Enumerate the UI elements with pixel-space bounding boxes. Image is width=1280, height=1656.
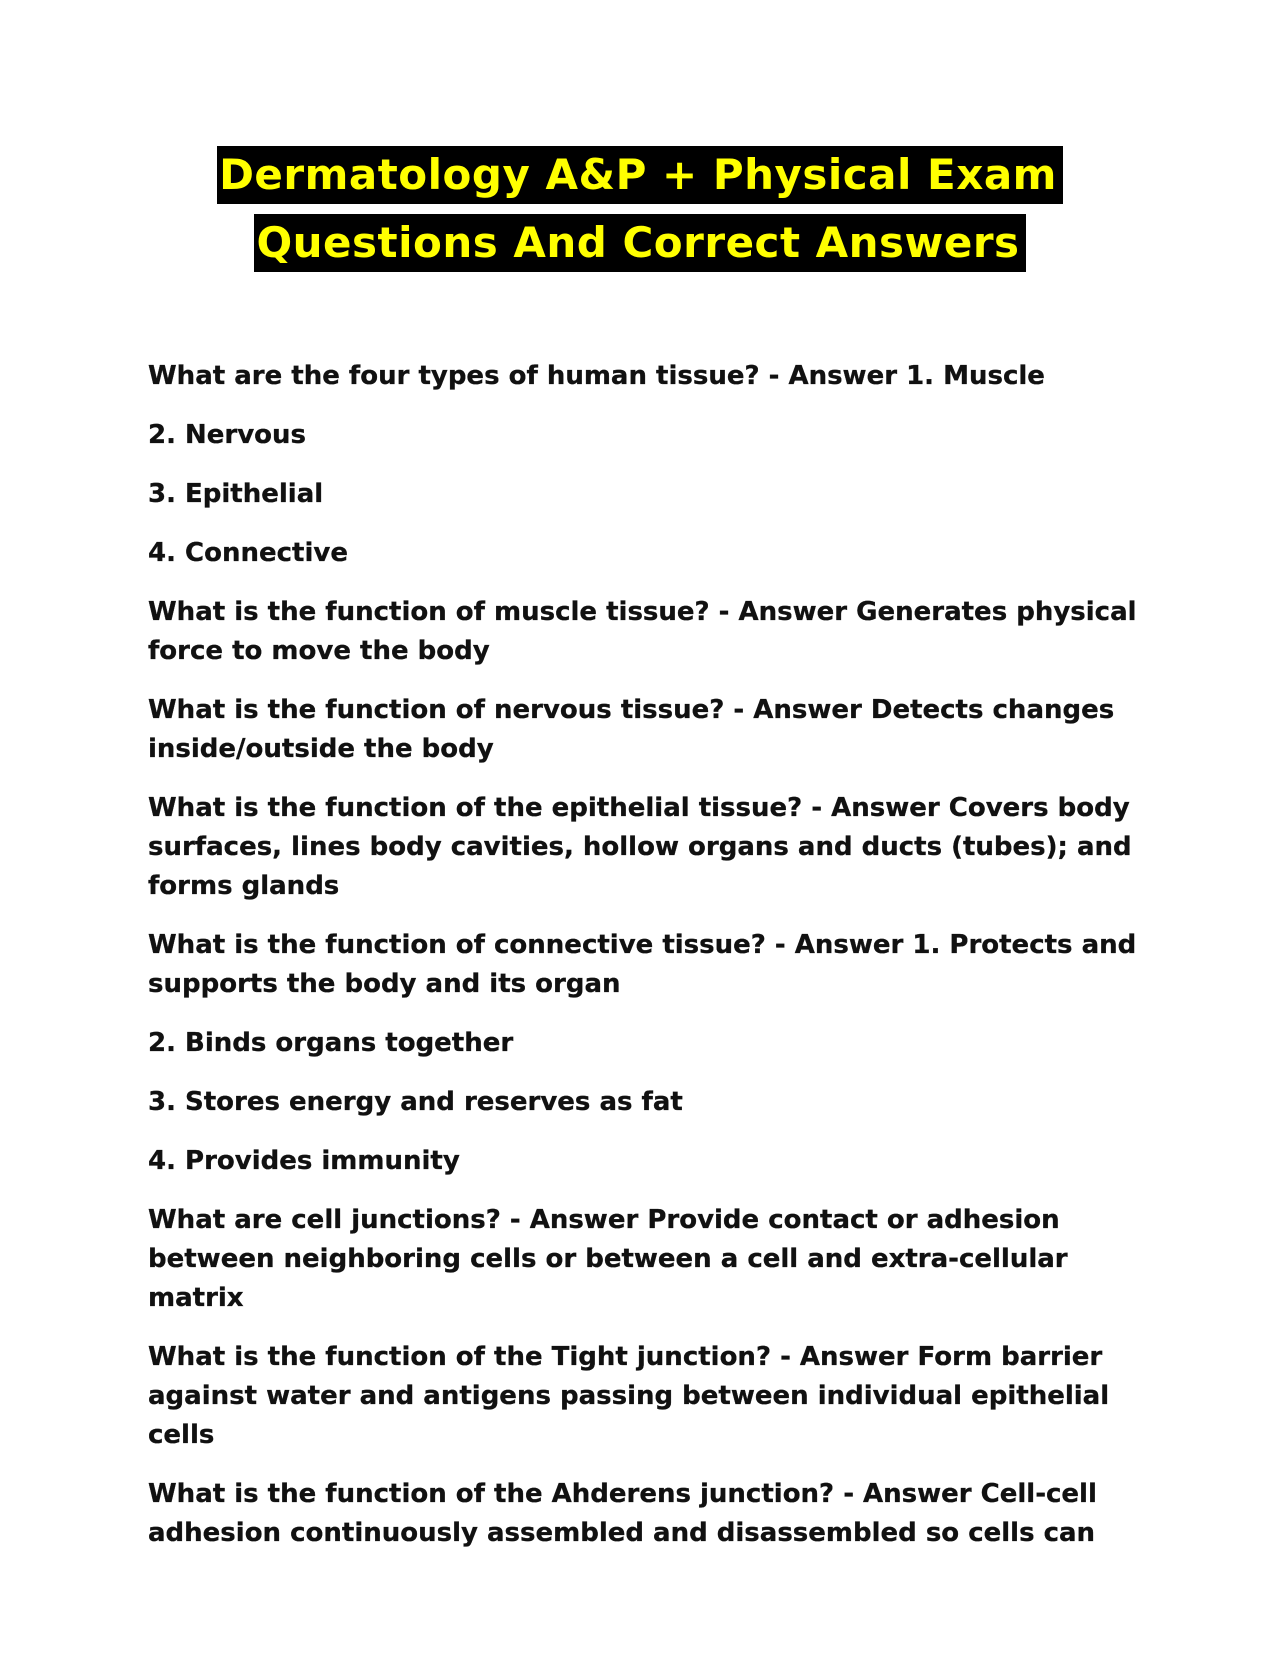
qa-paragraph: 2. Nervous [148, 420, 307, 450]
qa-paragraph: 3. Stores energy and reserves as fat [148, 1087, 683, 1117]
qa-paragraph: 3. Epithelial [148, 479, 324, 509]
qa-paragraph: What is the function of muscle tissue? - Answer Generates physical force to move the body [148, 597, 1137, 666]
qa-paragraph: What is the function of the Ahderens junction? - Answer Cell-cell adhesion continuously assembled and disassembled so cells can [148, 1479, 1097, 1548]
qa-paragraph: 2. Binds organs together [148, 1028, 514, 1058]
qa-paragraph: What are cell junctions? - Answer Provide contact or adhesion between neighboring cells or between a cell and extra-cellular matrix [148, 1205, 1068, 1313]
qa-content [148, 357, 1138, 1573]
title-line-1: Dermatology A&P + Physical Exam [217, 146, 1063, 204]
qa-paragraph: 4. Provides immunity [148, 1146, 460, 1176]
qa-paragraph: What is the function of connective tissue? - Answer 1. Protects and supports the body and its organ [148, 930, 1137, 999]
qa-paragraph: What is the function of the Tight junction? - Answer Form barrier against water and antigens passing between individual epithelial cells [148, 1342, 1110, 1450]
qa-paragraph: What is the function of the epithelial tissue? - Answer Covers body surfaces, lines body cavities, hollow organs and ducts (tubes); and forms glands [148, 793, 1132, 901]
qa-paragraph: 4. Connective [148, 538, 348, 568]
qa-paragraph: What is the function of nervous tissue? - Answer Detects changes inside/outside the body [148, 695, 1115, 764]
qa-paragraph: What are the four types of human tissue? - Answer 1. Muscle [148, 361, 1045, 391]
document-title [0, 146, 1280, 272]
title-line-2: Questions And Correct Answers [254, 214, 1025, 272]
